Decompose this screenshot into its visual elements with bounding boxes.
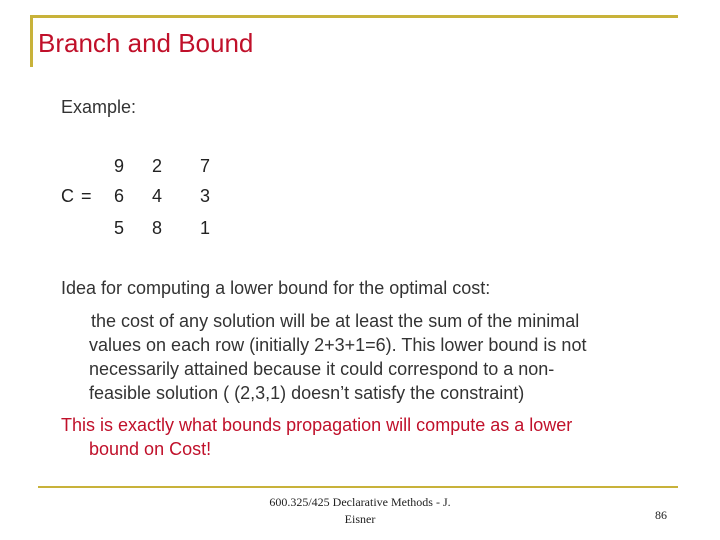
note-line: bound on Cost! xyxy=(89,439,212,459)
paragraph-line: the cost of any solution will be at least the sum of the minimal xyxy=(91,311,580,331)
paragraph-line: values on each row (initially 2+3+1=6). This lower bound is not xyxy=(89,335,587,355)
idea-heading: Idea for computing a lower bound for the optimal cost: xyxy=(61,278,491,298)
matrix-cell-r2-c3: 3 xyxy=(199,186,210,206)
footer-line: 600.325/425 Declarative Methods - J. xyxy=(269,495,451,509)
matrix-cell-r1-c3: 7 xyxy=(199,156,210,176)
matrix-cell-r3-c1: 5 xyxy=(113,218,124,238)
paragraph-line: feasible solution ( (2,3,1) doesn’t satisfy the constraint) xyxy=(89,383,525,403)
matrix-cell-r1-c2: 2 xyxy=(151,156,162,176)
matrix-cell-r1-c1: 9 xyxy=(113,156,124,176)
matrix-cell-r3-c2: 8 xyxy=(151,218,162,238)
left-rule xyxy=(30,15,33,67)
paragraph-line: necessarily attained because it could correspond to a non- xyxy=(89,359,555,379)
matrix-prefix: C = xyxy=(61,186,93,206)
bounds-propagation-note xyxy=(61,413,681,461)
footer-citation xyxy=(255,494,465,528)
bottom-rule xyxy=(38,486,678,488)
footer-line: Eisner xyxy=(344,512,376,526)
top-rule xyxy=(30,15,678,18)
matrix-cell-r2-c1: 6 xyxy=(113,186,124,206)
slide-title: Branch and Bound xyxy=(38,28,254,58)
example-label: Example: xyxy=(61,97,137,117)
note-line: This is exactly what bounds propagation will compute as a lower xyxy=(61,415,573,435)
explanation-paragraph xyxy=(89,309,679,405)
matrix-cell-r3-c3: 1 xyxy=(199,218,210,238)
matrix-cell-r2-c2: 4 xyxy=(151,186,162,206)
page-number: 86 xyxy=(655,508,667,522)
